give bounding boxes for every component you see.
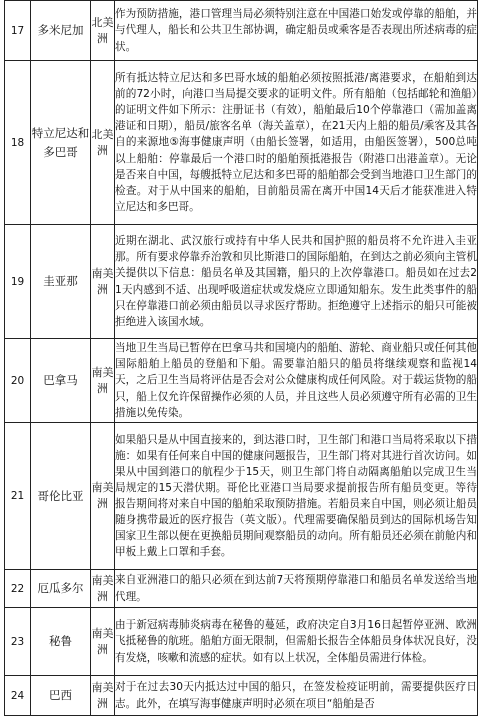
table-row — [5, 676, 478, 716]
row-number: 20 — [5, 339, 31, 423]
row-number: 18 — [5, 61, 31, 225]
region-name: 南美洲 — [91, 608, 115, 676]
region-name: 北美洲 — [91, 1, 115, 61]
country-name: 圭亚那 — [31, 225, 91, 339]
country-name: 厄瓜多尔 — [31, 570, 91, 608]
measure-description: 如果船只是从中国直接来的，到达港口时，卫生部门和港口当局将采取以下措施：如果有任何来自中国的健康问题报告，卫生部门将对其进行首次访问。如果从中国到港口的航程少于15天，则卫生部门将自动隔离船舶以完成卫生当局规定的15天潜伏期。哥伦比亚港口当局要求提前报告所有船员变更。等待报告期间将对来自中国的船舶采取预防措施。若船员来自中国，则必须让船员随身携带最近的医疗报告（英文版）。代理需要确保船员到达的国际机场告知国家卫生部以便在更换船员期间观察船员的动向。所有船员还必须在前舱内和甲板上戴上口罩和手套。 — [115, 423, 478, 570]
table-row — [5, 1, 478, 61]
measure-description: 来自亚洲港口的船只必须在到达前7天将预期停靠港口和船员名单发送给当地代理。 — [115, 570, 478, 608]
measure-description: 由于新冠病毒肺炎病毒在秘鲁的蔓延，政府决定自3月16日起暂停亚洲、欧洲飞抵秘鲁的航班。船舶方面无限制，但需船长报告全体船员身体状况良好，没有发烧，咳嗽和流感的症状。如有以上状况，全体船员需进行体检。 — [115, 608, 478, 676]
region-name: 南美洲 — [91, 423, 115, 570]
table-row — [5, 225, 478, 339]
country-name: 多米尼加 — [31, 1, 91, 61]
country-name: 特立尼达和多巴哥 — [31, 61, 91, 225]
measure-description: 当地卫生当局已暂停在巴拿马共和国境内的船舶、游轮、商业船只或任何其他国际船舶上船员的登船和下船。需要靠泊船只的船员将继续观察和监视14天，之后卫生当局将评估是否会对公众健康构成任何风险。对于载运货物的船只，船上仅允许保留操作必须的人员，并且这些人员必须遵守所有必需的卫生措施以免传染。 — [115, 339, 478, 423]
row-number: 24 — [5, 676, 31, 716]
table-row — [5, 608, 478, 676]
region-name: 南美洲 — [91, 225, 115, 339]
region-name: 南美洲 — [91, 570, 115, 608]
row-number: 19 — [5, 225, 31, 339]
table-row — [5, 423, 478, 570]
region-name: 南美洲 — [91, 339, 115, 423]
country-name: 巴西 — [31, 676, 91, 716]
measure-description: 作为预防措施，港口管理当局必须特别注意在中国港口始发或停靠的船舶，并与代理人，船长和公共卫生部协调，确定船员或乘客是否表现出所述病毒的症状。 — [115, 1, 478, 61]
measure-description: 对于在过去30天内抵达过中国的船只，在签发检疫证明前，需要提供医疗日志。此外，在填写海事健康声明时必须在项目“船舶是否 — [115, 676, 478, 716]
country-name: 哥伦比亚 — [31, 423, 91, 570]
table-row — [5, 339, 478, 423]
row-number: 17 — [5, 1, 31, 61]
row-number: 22 — [5, 570, 31, 608]
measure-description: 所有抵达特立尼达和多巴哥水域的船舶必须按照抵港/离港要求，在船舶到达前的72小时，向港口当局提交要求的证明文件。所有船舶（包括邮轮和渔船）的证明文件如下所示：注册证书（有效），船舶最后10个停靠港口（需加盖离港证和日期），船员/旅客名单（海关盖章），在21天内上船的船员/乘客及其各自的来源地⑤海事健康声明（由船长签署，如适用，由船医签署），500总吨以上船舶：停靠最后一个港口时的船舶预抵港报告（附港口出港盖章）。无论是否来自中国，每艘抵特立尼达和多巴哥的船舶都会受到当地港口卫生部门的检查。对于从中国来的船舶，目前船员需在离开中国14天后才能获准进入特立尼达和多巴哥。 — [115, 61, 478, 225]
country-name: 巴拿马 — [31, 339, 91, 423]
country-name: 秘鲁 — [31, 608, 91, 676]
region-name: 南美洲 — [91, 676, 115, 716]
row-number: 23 — [5, 608, 31, 676]
table-row — [5, 61, 478, 225]
table-row — [5, 570, 478, 608]
port-measures-table — [4, 0, 478, 716]
region-name: 北美洲 — [91, 61, 115, 225]
measure-description: 近期在湖北、武汉旅行或持有中华人民共和国护照的船员将不允许进入圭亚那。所有要求停靠乔治敦和贝比斯港口的国际船舶，在到达之前必须向主管机关提供以下信息：船员名单及其国籍，船只的上次停靠港口。船员如在过去21天内感到不适、出现呼吸道症状或发烧应立即通知船东。发生此类事件的船只在停靠港口前必须由船员以寻求医疗帮助。拒绝遵守上述指示的船只可能被拒绝进入该国水域。 — [115, 225, 478, 339]
row-number: 21 — [5, 423, 31, 570]
